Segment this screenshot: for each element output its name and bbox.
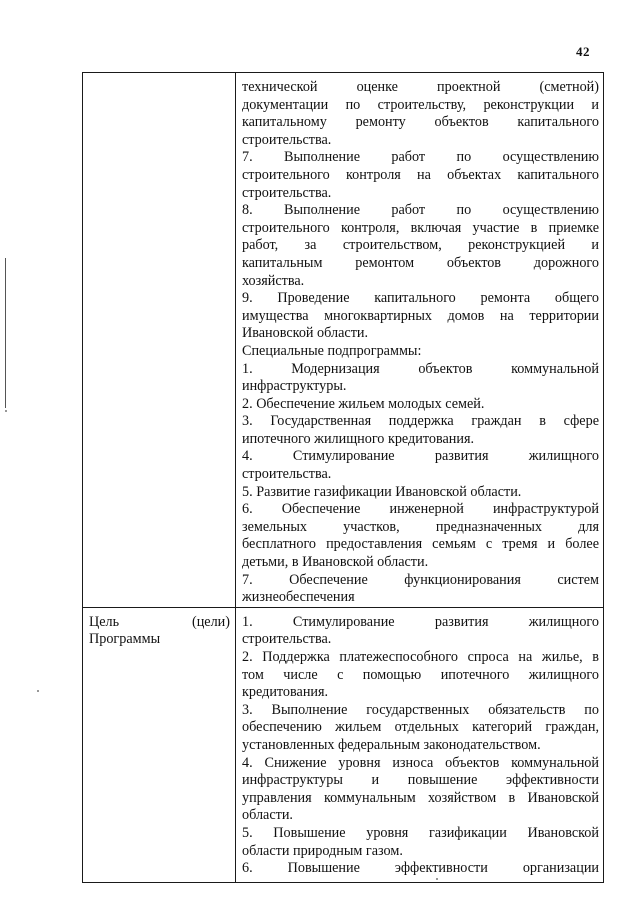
- text-line: инфраструктуры.: [242, 378, 347, 395]
- row-content-cell: [236, 607, 604, 882]
- text-line: 8. Выполнение работ по осуществлению: [242, 202, 599, 219]
- row-label: [83, 73, 235, 79]
- text-line: жизнеобеспечения: [242, 589, 355, 606]
- text-line: земельных участков, предназначенных для: [242, 518, 599, 535]
- text-line: 2. Поддержка платежеспособного спроса на жилье, в: [242, 649, 599, 665]
- text-line: строительства.: [242, 131, 332, 148]
- text-line: 3. Государственная поддержка граждан в сфере: [242, 413, 599, 430]
- text-line: 4. Стимулирование развития жилищного: [242, 448, 599, 465]
- text-line: инфраструктуры и повышение эффективности: [242, 772, 599, 789]
- text-line: технической оценке проектной (сметной): [242, 79, 599, 95]
- text-line: строительства.: [242, 466, 332, 483]
- text-line: том числе с помощью ипотечного жилищного: [242, 666, 599, 683]
- scan-speck: [5, 410, 7, 412]
- text-line: 7. Выполнение работ по осуществлению: [242, 149, 599, 166]
- text-line: области природным газом.: [242, 842, 403, 859]
- text-line: области.: [242, 807, 293, 824]
- text-line: Специальные подпрограммы:: [242, 342, 422, 359]
- text-line: детьми, в Ивановской области.: [242, 554, 429, 571]
- text-line: установленных федеральным законодательством.: [242, 736, 541, 753]
- text-line: строительного контроля на объектах капитального: [242, 166, 599, 183]
- text-line: 9. Проведение капитального ремонта общего: [242, 290, 599, 307]
- text-line: строительства.: [242, 184, 332, 201]
- text-line: работ, за строительством, реконструкцией и: [242, 237, 599, 254]
- text-line: 4. Снижение уровня износа объектов коммунальной: [242, 754, 599, 771]
- text-line: хозяйства.: [242, 272, 305, 289]
- text-line: 1. Модернизация объектов коммунальной: [242, 360, 599, 377]
- scan-speck: [37, 690, 39, 692]
- row-content: [236, 73, 603, 607]
- text-line: Ивановской области.: [242, 325, 369, 342]
- text-line: 7. Обеспечение функционирования систем: [242, 571, 599, 588]
- scan-margin-mark: [5, 258, 6, 408]
- text-line: капитальному ремонту объектов капитального: [242, 114, 599, 131]
- program-passport-table: [82, 72, 604, 883]
- text-line: 6. Обеспечение инженерной инфраструктурой: [242, 501, 599, 518]
- text-line: бесплатного предоставления семьям с тремя и более: [242, 536, 599, 553]
- text-line: Цель (цели): [89, 613, 230, 630]
- text-line: 5. Развитие газификации Ивановской области.: [242, 483, 522, 500]
- text-line: строительного контроля, включая участие в приемке: [242, 219, 599, 236]
- row-label-cell: [83, 73, 236, 608]
- table-row: [83, 73, 604, 608]
- table-row: [83, 607, 604, 882]
- page-number: 42: [576, 44, 590, 59]
- row-content: [236, 608, 603, 878]
- row-label: [83, 608, 235, 649]
- text-line: управления коммунальным хозяйством в Ивановской: [242, 789, 599, 806]
- row-content-cell: [236, 73, 604, 608]
- text-line: капитальным ремонтом объектов дорожного: [242, 254, 599, 271]
- text-line: ипотечного жилищного кредитования.: [242, 430, 475, 447]
- text-line: документации по строительству, реконструкции и: [242, 96, 599, 113]
- text-line: 6. Повышение эффективности организации: [242, 860, 599, 877]
- text-line: строительства.: [242, 631, 332, 648]
- text-line: имущества многоквартирных домов на территории: [242, 307, 599, 324]
- text-line: 5. Повышение уровня газификации Ивановской: [242, 824, 599, 841]
- text-line: Программы: [89, 631, 161, 648]
- text-line: 1. Стимулирование развития жилищного: [242, 613, 599, 630]
- row-label-cell: [83, 607, 236, 882]
- text-line: 2. Обеспечение жильем молодых семей.: [242, 395, 485, 412]
- text-line: 3. Выполнение государственных обязательств по: [242, 701, 599, 718]
- text-line: кредитования.: [242, 684, 329, 701]
- text-line: обеспечению жильем отдельных категорий граждан,: [242, 719, 599, 736]
